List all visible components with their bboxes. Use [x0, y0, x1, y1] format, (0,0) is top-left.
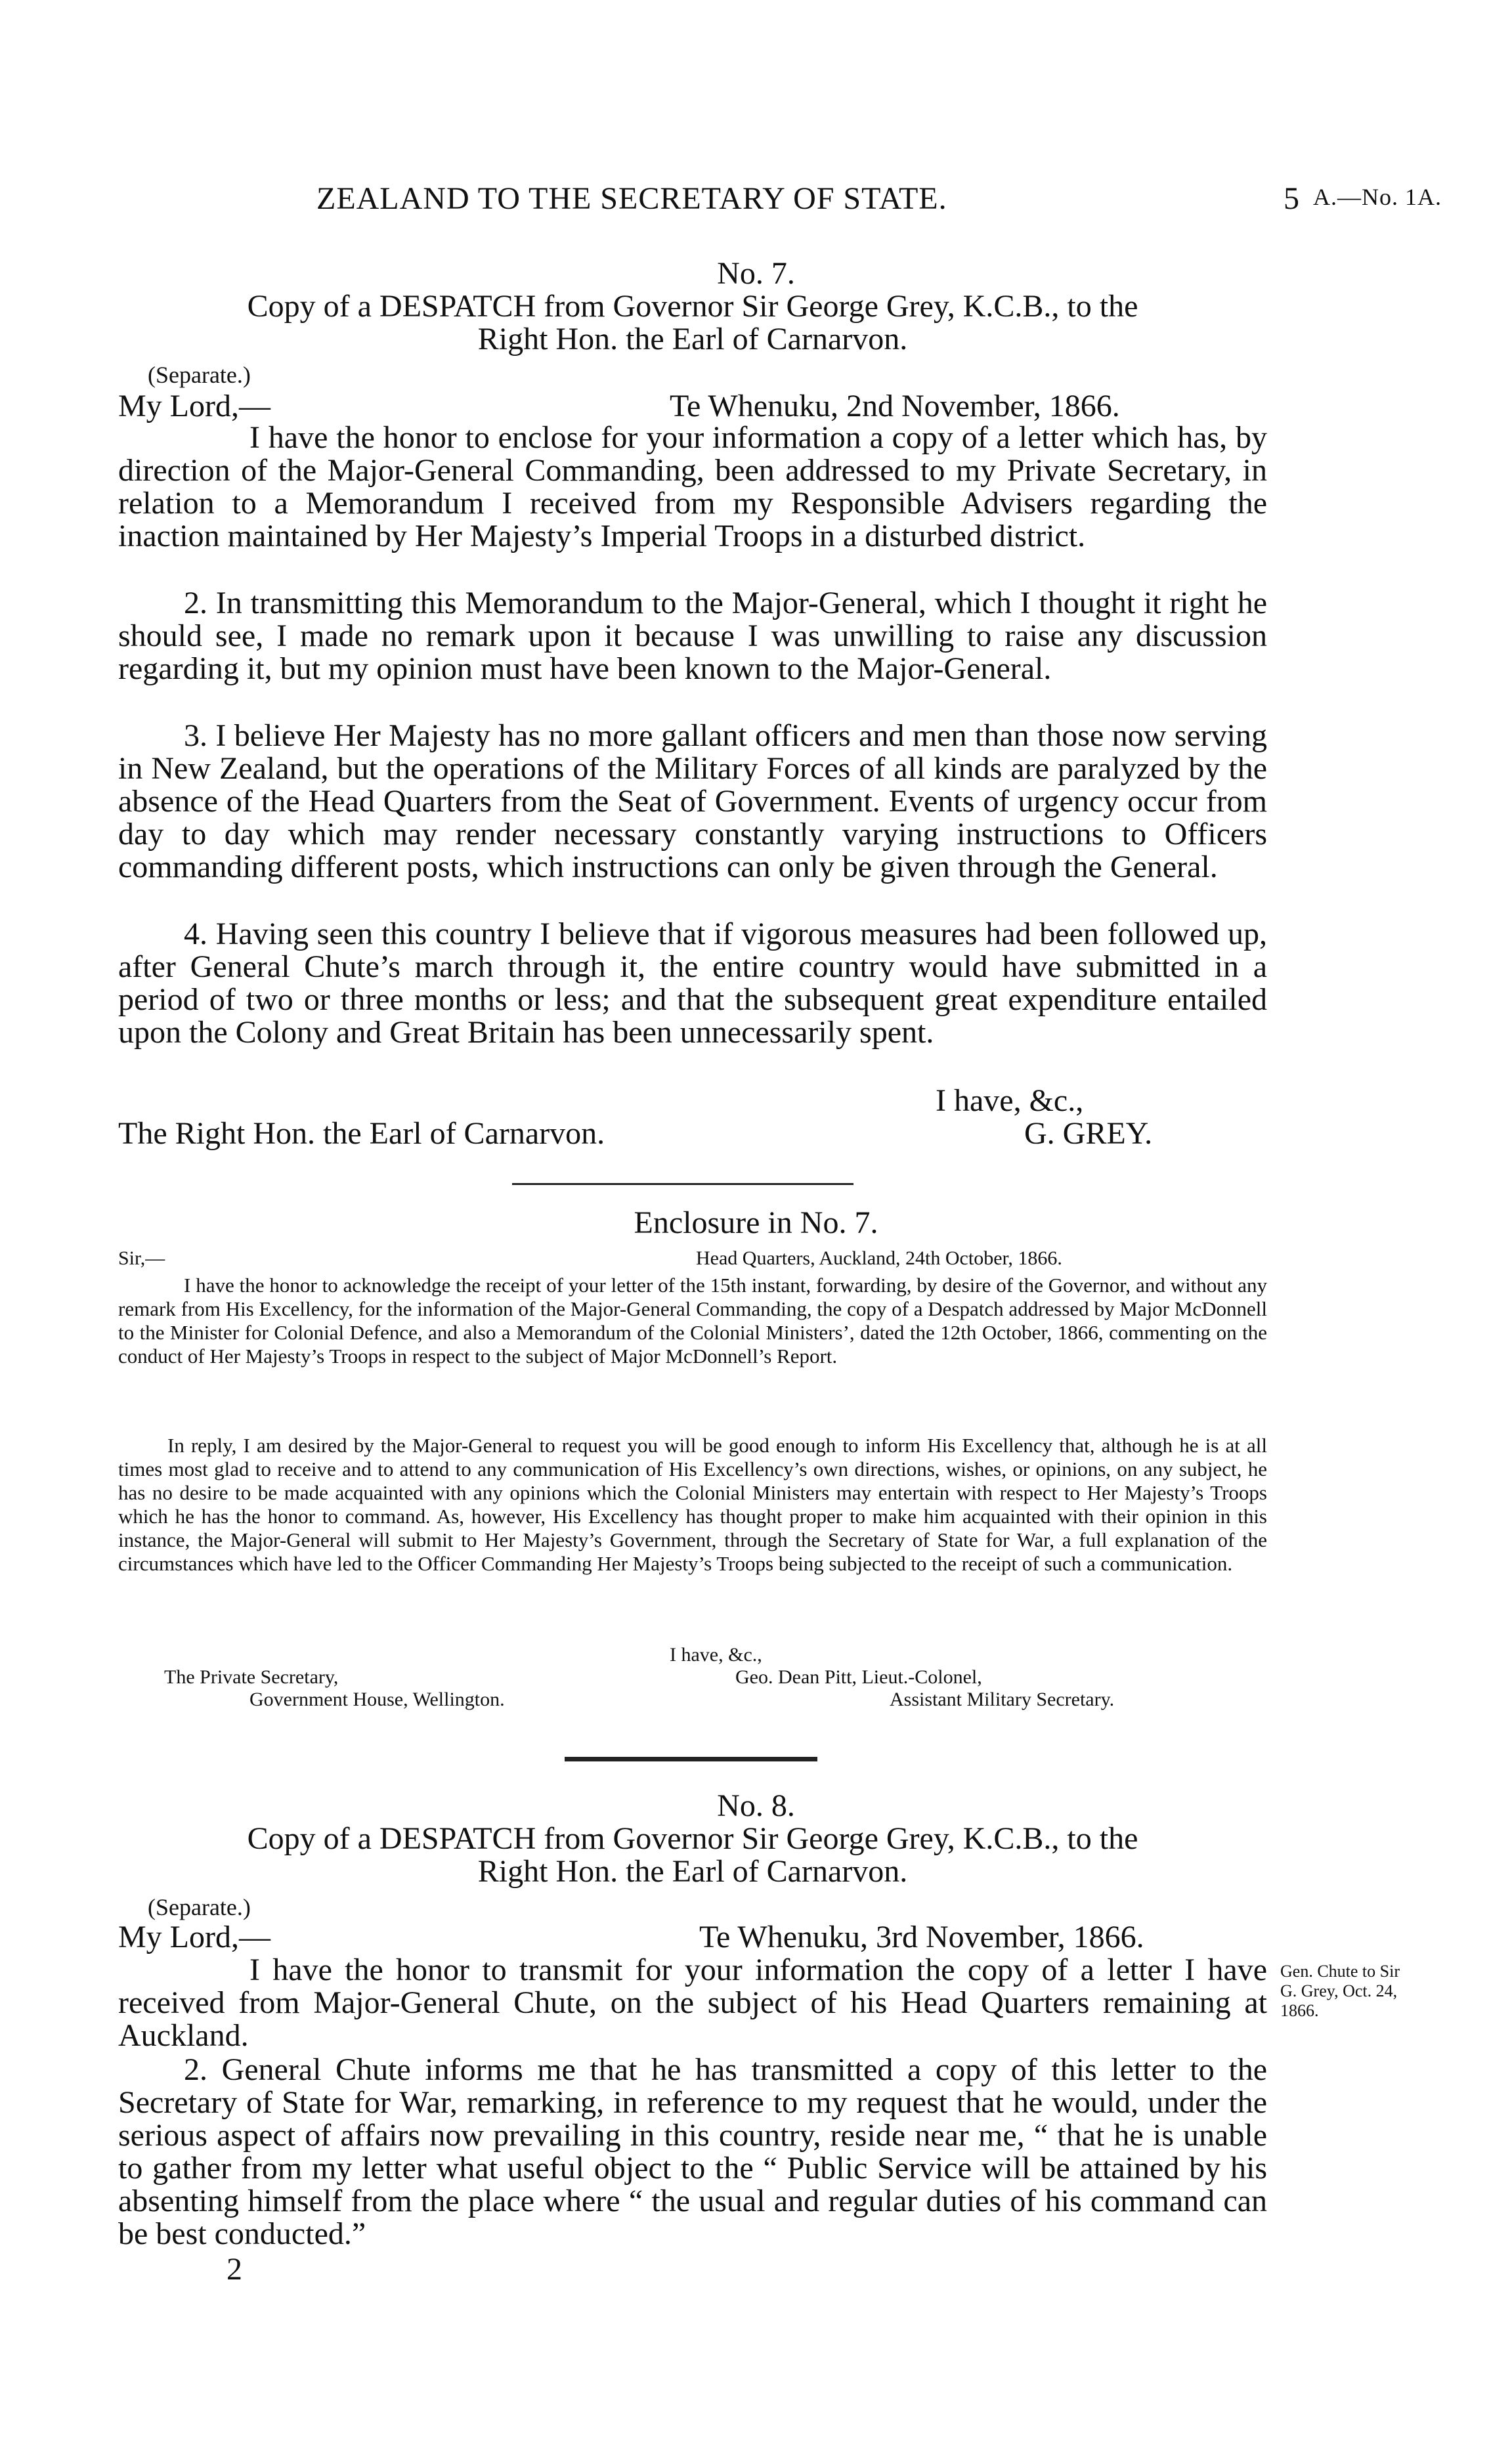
despatch-7-number: No. 7. — [717, 256, 795, 291]
despatch-7-addressee: The Right Hon. the Earl of Carnarvon. — [118, 1116, 605, 1151]
enclosure-addressee-line2: Government House, Wellington. — [249, 1689, 505, 1710]
despatch-8-number: No. 8. — [717, 1788, 795, 1823]
despatch-7-place-date: Te Whenuku, 2nd November, 1866. — [670, 389, 1120, 423]
section-divider — [512, 1183, 853, 1185]
despatch-7-paragraph-3: 3. I believe Her Majesty has no more gallant officers and men than those now serving in New Zealand, but the operations of the Military Forces of all kinds are paralyzed by the absence of the Head Quarters from the Seat of Government. Events of urgency occur from day to day which may render necessary constantly varying instructions to Officers commanding different posts, which instructions can only be given through the General. — [118, 718, 1267, 884]
enclosure-salutation: Sir,— — [118, 1247, 165, 1269]
despatch-7-separate: (Separate.) — [148, 362, 251, 388]
signature-mark: 2 — [227, 2252, 242, 2287]
margin-note — [1280, 1962, 1503, 2021]
section-divider-thick — [565, 1757, 817, 1761]
running-header — [0, 181, 1512, 220]
enclosure-addressee-line1: The Private Secretary, — [164, 1666, 339, 1688]
margin-note-line2: G. Grey, Oct. 24, — [1280, 1981, 1398, 2000]
despatch-8-salutation: My Lord,— — [118, 1920, 270, 1954]
page-number: 5 — [1284, 181, 1299, 216]
despatch-7-paragraph-2: 2. In transmitting this Memorandum to the Major-General, which I thought it right he should see, I made no remark upon it because I was unwilling to raise any discussion regarding it, but my opinion must have been known to the Major-General. — [118, 586, 1267, 686]
margin-note-line3: 1866. — [1280, 2001, 1319, 2020]
despatch-8-place-date: Te Whenuku, 3rd November, 1866. — [699, 1920, 1144, 1954]
document-reference: A.—No. 1A. — [1313, 184, 1442, 210]
enclosure-signature-line2: Assistant Military Secretary. — [890, 1689, 1115, 1710]
despatch-7-signature: G. GREY. — [1024, 1116, 1153, 1151]
despatch-7-heading-line2: Right Hon. the Earl of Carnarvon. — [477, 322, 908, 356]
margin-note-line1: Gen. Chute to Sir — [1280, 1962, 1400, 1981]
despatch-7-paragraph-4: 4. Having seen this country I believe that if vigorous measures had been followed up, after General Chute’s march through it, the entire country would have submitted in a period of two or three months or less; and that the subsequent great expenditure entailed upon the Colony and Great Britain has been unnecessarily spent. — [118, 916, 1267, 1050]
enclosure-title: Enclosure in No. 7. — [634, 1205, 878, 1240]
despatch-8-paragraph-1: I have the honor to transmit for your information the copy of a letter I have received from Major-General Chute, on the subject of his Head Quarters remaining at Auckland. — [118, 1952, 1267, 2053]
enclosure-place-date: Head Quarters, Auckland, 24th October, 1866. — [696, 1247, 1062, 1269]
despatch-8-separate: (Separate.) — [148, 1894, 251, 1920]
header-title: ZEALAND TO THE SECRETARY OF STATE. — [316, 181, 947, 216]
enclosure-paragraph-2: In reply, I am desired by the Major-General to request you will be good enough to inform His Excellency that, although he is at all times most glad to receive and to attend to any communication of His Excellency’s own directions, wishes, or opinions, on any subject, he has no desire to be made acquainted with any opinions which the Colonial Ministers may entertain with respect to Her Majesty’s Troops which he has the honor to command. As, however, His Excellency has thought proper to make him acquainted with their opinion in this instance, the Major-General will submit to Her Majesty’s Government, through the Secretary of State for War, a full explanation of the circumstances which have led to the Officer Commanding Her Majesty’s Troops being subjected to the receipt of such a communication. — [118, 1434, 1267, 1575]
despatch-8-paragraph-2: 2. General Chute informs me that he has transmitted a copy of this letter to the Secretary of State for War, remarking, in reference to my request that he would, under the serious aspect of affairs now prevailing in this country, reside near me, “ that he is unable to gather from my letter what useful object to the “ Public Service will be attained by his absenting himself from the place where “ the usual and regular duties of his command can be best conducted.” — [118, 2052, 1267, 2251]
enclosure-closing: I have, &c., — [670, 1644, 762, 1666]
despatch-8-heading-line2: Right Hon. the Earl of Carnarvon. — [477, 1854, 908, 1889]
despatch-8-heading-line1: Copy of a DESPATCH from Governor Sir George Grey, K.C.B., to the — [247, 1821, 1138, 1856]
despatch-7-salutation: My Lord,— — [118, 389, 270, 423]
enclosure-signature-line1: Geo. Dean Pitt, Lieut.-Colonel, — [735, 1666, 982, 1688]
despatch-7-closing: I have, &c., — [936, 1083, 1084, 1118]
despatch-7-paragraph-1: I have the honor to enclose for your information a copy of a letter which has, by direction of the Major-General Commanding, been addressed to my Private Secretary, in relation to a Memorandum I received from my Responsible Advisers regarding the inaction maintained by Her Majesty’s Imperial Troops in a disturbed district. — [118, 420, 1267, 553]
despatch-7-heading-line1: Copy of a DESPATCH from Governor Sir George Grey, K.C.B., to the — [247, 289, 1138, 324]
enclosure-paragraph-1: I have the honor to acknowledge the receipt of your letter of the 15th instant, forwarding, by desire of the Governor, and without any remark from His Excellency, for the information of the Major-General Commanding, the copy of a Despatch addressed by Major McDonnell to the Minister for Colonial Defence, and also a Memorandum of the Colonial Ministers’, dated the 12th October, 1866, commenting on the conduct of Her Majesty’s Troops in respect to the subject of Major McDonnell’s Report. — [118, 1274, 1267, 1368]
